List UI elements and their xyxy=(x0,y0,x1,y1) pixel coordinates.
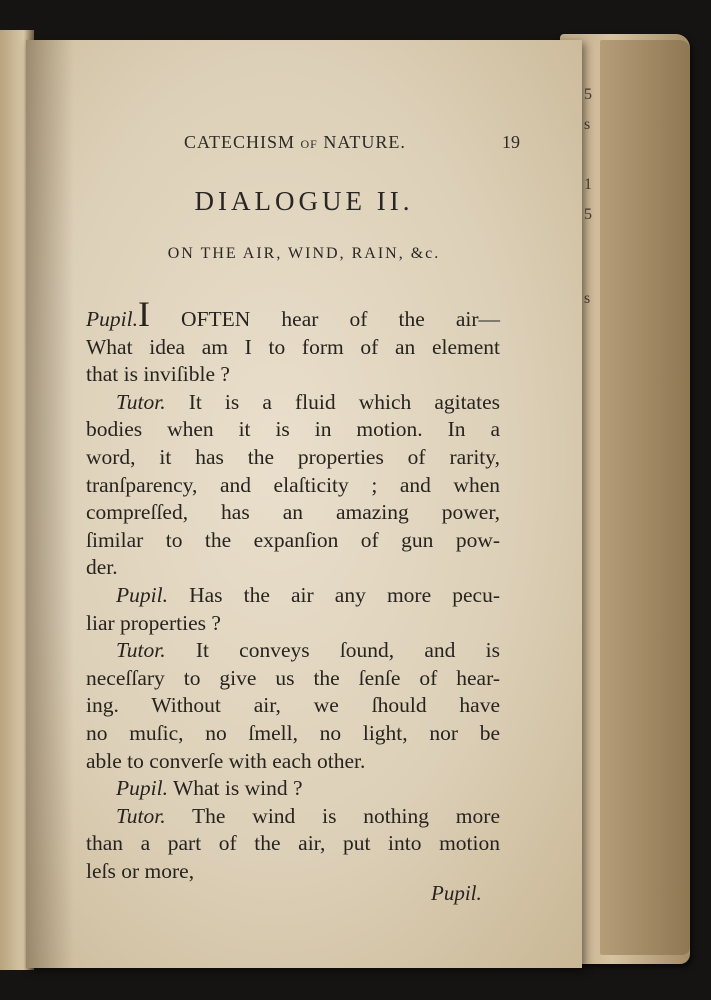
text-line xyxy=(86,665,500,693)
line-text: neceſſary to give us the ſenſe of hear- xyxy=(86,665,500,690)
line-text: der. xyxy=(86,555,118,580)
text-line xyxy=(86,389,500,417)
text-line xyxy=(86,527,500,555)
speaker-label: Pupil. xyxy=(86,307,138,331)
text-line xyxy=(86,444,500,472)
dialogue-title: DIALOGUE II. xyxy=(194,186,414,216)
bleed-through-char: 1 xyxy=(584,176,592,193)
text-line xyxy=(86,830,500,858)
line-text: bodies when it is in motion. In a xyxy=(86,417,500,442)
line-text: OFTEN hear of the air— xyxy=(149,307,500,331)
line-text: able to converſe with each other. xyxy=(86,748,366,773)
line-text: What idea am I to form of an element xyxy=(86,334,500,359)
text-line xyxy=(86,416,500,444)
line-text: liar properties ? xyxy=(86,610,221,635)
catchword: Pupil. xyxy=(431,881,482,905)
page-number: 19 xyxy=(502,132,520,152)
text-line xyxy=(86,554,500,582)
line-text: leſs or more, xyxy=(86,858,195,883)
line-text: What is wind ? xyxy=(167,776,303,801)
line-text: It is a fluid which agitates xyxy=(165,389,500,414)
running-head: CATECHISM OF NATURE. xyxy=(184,132,406,152)
text-line xyxy=(86,720,500,748)
text-line xyxy=(86,610,500,638)
text-line xyxy=(86,582,500,610)
line-text: ing. Without air, we ſhould have xyxy=(86,693,500,718)
text-line xyxy=(86,472,500,500)
line-text: tranſparency, and elaſticity ; and when xyxy=(86,472,500,497)
text-line xyxy=(86,361,500,389)
line-text: ſimilar to the expanſion of gun pow- xyxy=(86,527,500,552)
speaker-label: Tutor. xyxy=(116,638,166,663)
text-line xyxy=(86,294,500,334)
bleed-through-char: 5 xyxy=(584,86,592,103)
text-line xyxy=(86,803,500,831)
line-text: Has the air any more pecu- xyxy=(167,582,500,607)
text-line xyxy=(86,748,500,776)
body-text xyxy=(86,294,500,885)
line-text: no muſic, no ſmell, no light, nor be xyxy=(86,720,500,745)
speaker-label: Pupil. xyxy=(116,582,168,607)
speaker-label: Tutor. xyxy=(116,389,166,414)
dialogue-subtitle: ON THE AIR, WIND, RAIN, &c. xyxy=(167,245,441,262)
line-text: word, it has the properties of rarity, xyxy=(86,444,500,469)
line-text: compreſſed, has an amazing power, xyxy=(86,500,500,525)
bleed-through-char: 5 xyxy=(584,206,592,223)
bleed-through-char: s xyxy=(584,116,591,133)
text-line xyxy=(86,637,500,665)
book-page xyxy=(26,40,582,968)
line-text: It conveys ſound, and is xyxy=(165,638,500,663)
line-text: that is inviſible ? xyxy=(86,362,230,387)
text-line xyxy=(86,499,500,527)
page-stack-edge xyxy=(600,40,690,955)
line-text: The wind is nothing more xyxy=(165,803,500,828)
page-gutter-shadow xyxy=(26,40,74,968)
drop-cap: I xyxy=(137,294,150,334)
speaker-label: Tutor. xyxy=(116,803,166,828)
line-text: than a part of the air, put into motion xyxy=(86,831,500,856)
text-line xyxy=(86,692,500,720)
bleed-through-char: s xyxy=(584,290,591,307)
speaker-label: Pupil. xyxy=(116,776,168,801)
text-line xyxy=(86,334,500,362)
text-line xyxy=(86,775,500,803)
